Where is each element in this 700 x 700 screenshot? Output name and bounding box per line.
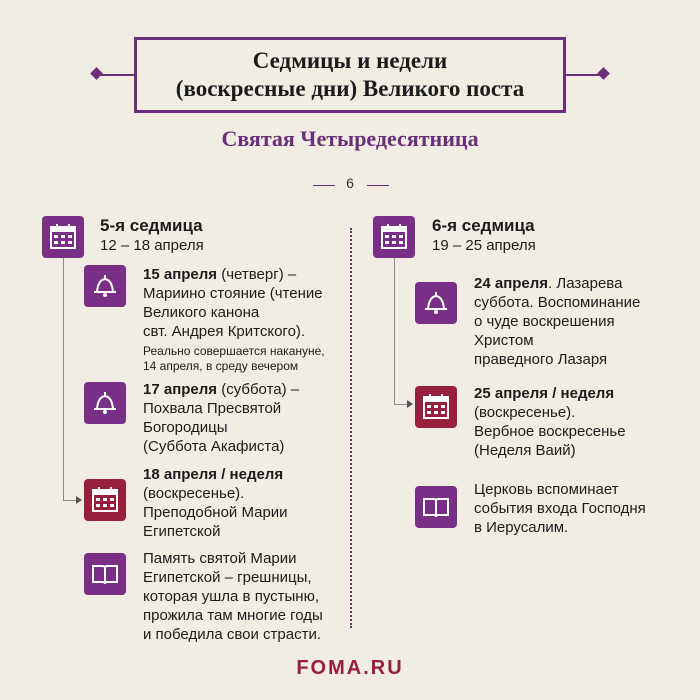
left-entry-1-line-2: Мариино стояние (чтение — [143, 285, 323, 302]
right-entry-1 — [474, 274, 694, 369]
left-entry-3-line-2: (воскресенье). — [143, 485, 245, 502]
right-entry-2-line-2: (воскресенье). — [474, 404, 576, 421]
left-timeline-line — [63, 258, 64, 500]
title-line-1: Седмицы и недели — [252, 48, 448, 73]
right-entry-1-line-4: Христом — [474, 332, 534, 349]
left-entry-2-line-1: (суббота) – — [217, 381, 300, 398]
left-timeline-arrow — [76, 496, 82, 504]
left-entry-1-date: 15 апреля — [143, 266, 218, 283]
left-week-dates: 12 – 18 апреля — [100, 237, 204, 254]
right-entry-2-line-4: (Неделя Ваий) — [474, 442, 576, 459]
calendar-icon — [42, 216, 84, 258]
right-entry-1-line-2: суббота. Воспоминание — [474, 294, 641, 311]
title-left-diamond — [90, 67, 103, 80]
left-entry-1-note-2: 14 апреля, в среду вечером — [143, 359, 299, 373]
calendar-icon — [415, 386, 457, 428]
left-entry-1-note-1: Реально совершается накануне, — [143, 344, 325, 358]
left-entry-4-line-3: которая ушла в пустыню, — [143, 588, 320, 605]
calendar-icon — [84, 479, 126, 521]
bell-icon — [84, 265, 126, 307]
title-box — [134, 37, 566, 113]
right-week-title: 6-я седмица — [432, 216, 535, 235]
right-entry-2-line-3: Вербное воскресенье — [474, 423, 626, 440]
right-entry-3-line-3: в Иерусалим. — [474, 519, 569, 536]
left-entry-3 — [143, 465, 353, 541]
right-entry-1-date: 24 апреля — [474, 275, 549, 292]
title-right-diamond — [597, 67, 610, 80]
left-entry-2-line-3: Богородицы — [143, 419, 228, 436]
calendar-icon — [373, 216, 415, 258]
subtitle: Святая Четыредесятница — [221, 126, 479, 151]
left-entry-2-line-4: (Суббота Акафиста) — [143, 438, 285, 455]
right-entry-2 — [474, 384, 694, 460]
bell-icon — [84, 382, 126, 424]
left-week-title: 5-я седмица — [100, 216, 203, 235]
left-entry-3-line-3: Преподобной Марии — [143, 504, 288, 521]
left-entry-2-line-2: Похвала Пресвятой — [143, 400, 282, 417]
left-entry-1-line-4: свт. Андрея Критского). — [143, 323, 306, 340]
left-entry-3-date: 18 апреля / неделя — [143, 466, 284, 483]
left-entry-4-line-1: Память святой Марии — [143, 550, 297, 567]
left-timeline-branch — [63, 500, 77, 501]
right-entry-2-date: 25 апреля / неделя — [474, 385, 615, 402]
right-entry-1-line-3: о чуде воскрешения — [474, 313, 615, 330]
right-entry-1-line-5: праведного Лазаря — [474, 351, 608, 368]
bell-icon — [415, 282, 457, 324]
left-entry-4 — [143, 549, 358, 644]
site-logo: FOMA.RU — [296, 657, 404, 679]
book-icon — [84, 553, 126, 595]
left-entry-4-line-4: прожила там многие годы — [143, 607, 323, 624]
page-number: 6 — [346, 175, 354, 191]
left-entry-1-line-3: Великого канона — [143, 304, 260, 321]
left-entry-1 — [143, 265, 353, 341]
left-entry-1-line-1: (четверг) – — [217, 266, 297, 283]
left-entry-1-note — [143, 344, 325, 374]
right-entry-3 — [474, 480, 694, 537]
left-entry-3-line-4: Египетской — [143, 523, 221, 540]
left-entry-4-line-2: Египетской – грешницы, — [143, 569, 312, 586]
right-week-dates: 19 – 25 апреля — [432, 237, 536, 254]
right-timeline-branch — [394, 404, 408, 405]
right-entry-3-line-2: события входа Господня — [474, 500, 646, 517]
left-entry-4-line-5: и победила свои страсти. — [143, 626, 322, 643]
left-entry-2 — [143, 380, 353, 456]
title-line-2: (воскресные дни) Великого поста — [175, 76, 525, 101]
right-entry-3-line-1: Церковь вспоминает — [474, 481, 619, 498]
right-timeline-line — [394, 258, 395, 404]
right-timeline-arrow — [407, 400, 413, 408]
number-right-dash — [367, 185, 389, 186]
book-icon — [415, 486, 457, 528]
left-entry-2-date: 17 апреля — [143, 381, 218, 398]
right-entry-1-line-1: . Лазарева — [548, 275, 623, 292]
